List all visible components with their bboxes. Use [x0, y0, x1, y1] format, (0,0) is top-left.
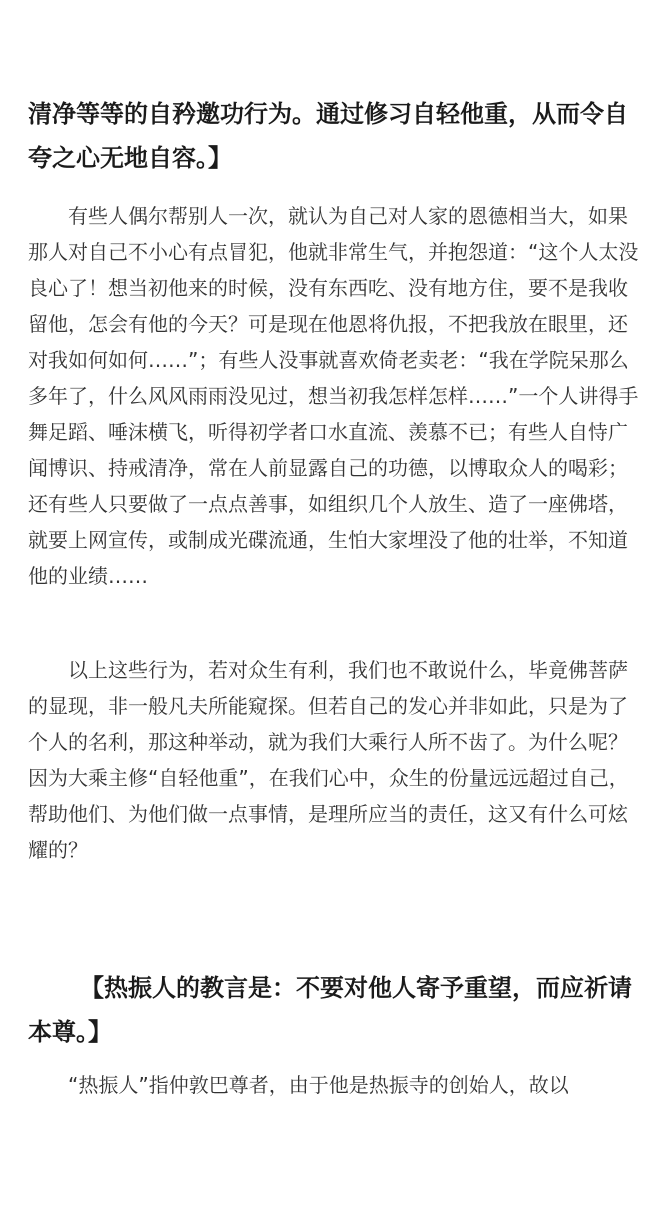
body-paragraph-3: “热振人”指仲敦巴尊者，由于他是热振寺的创始人，故以: [68, 1073, 569, 1097]
heading-2: 【热振人的教言是：不要对他人寄予重望，而应祈请本尊。】: [28, 973, 632, 1046]
body-paragraph-1: 有些人偶尔帮别人一次，就认为自己对人家的恩德相当大，如果那人对自己不小心有点冒犯，他就非常生气，并抱怨道：“这个人太没良心了！想当初他来的时候，没有东西吃、没有地方住，要不是我收留他，怎会有他的今天？可是现在他恩将仇报，不把我放在眼里，还对我如何如何……”；有些人没事就喜欢倚老卖老：“我在学院呆那么多年了，什么风风雨雨没见过，想当初我怎样怎样……”一个人讲得手舞足蹈、唾沫横飞，听得初学者口水直流、羡慕不已；有些人自恃广闻博识、持戒清净，常在人前显露自己的功德，以博取众人的喝彩；还有些人只要做了一点点善事，如组织几个人放生、造了一座佛塔，就要上网宣传，或制成光碟流通，生怕大家埋没了他的壮举，不知道他的业绩……: [28, 204, 639, 588]
body-paragraph-2: 以上这些行为，若对众生有利，我们也不敢说什么，毕竟佛菩萨的显现，非一般凡夫所能窥探。但若自己的发心并非如此，只是为了个人的名利，那这种举动，就为我们大乘行人所不齿了。为什么呢？因为大乘主修“自轻他重”，在我们心中，众生的份量远远超过自己，帮助他们、为他们做一点事情，是理所应当的责任，这又有什么可炫耀的？: [28, 658, 629, 862]
heading-continuation: 清净等等的自矜邀功行为。通过修习自轻他重，从而令自夸之心无地自容。】: [28, 99, 628, 172]
